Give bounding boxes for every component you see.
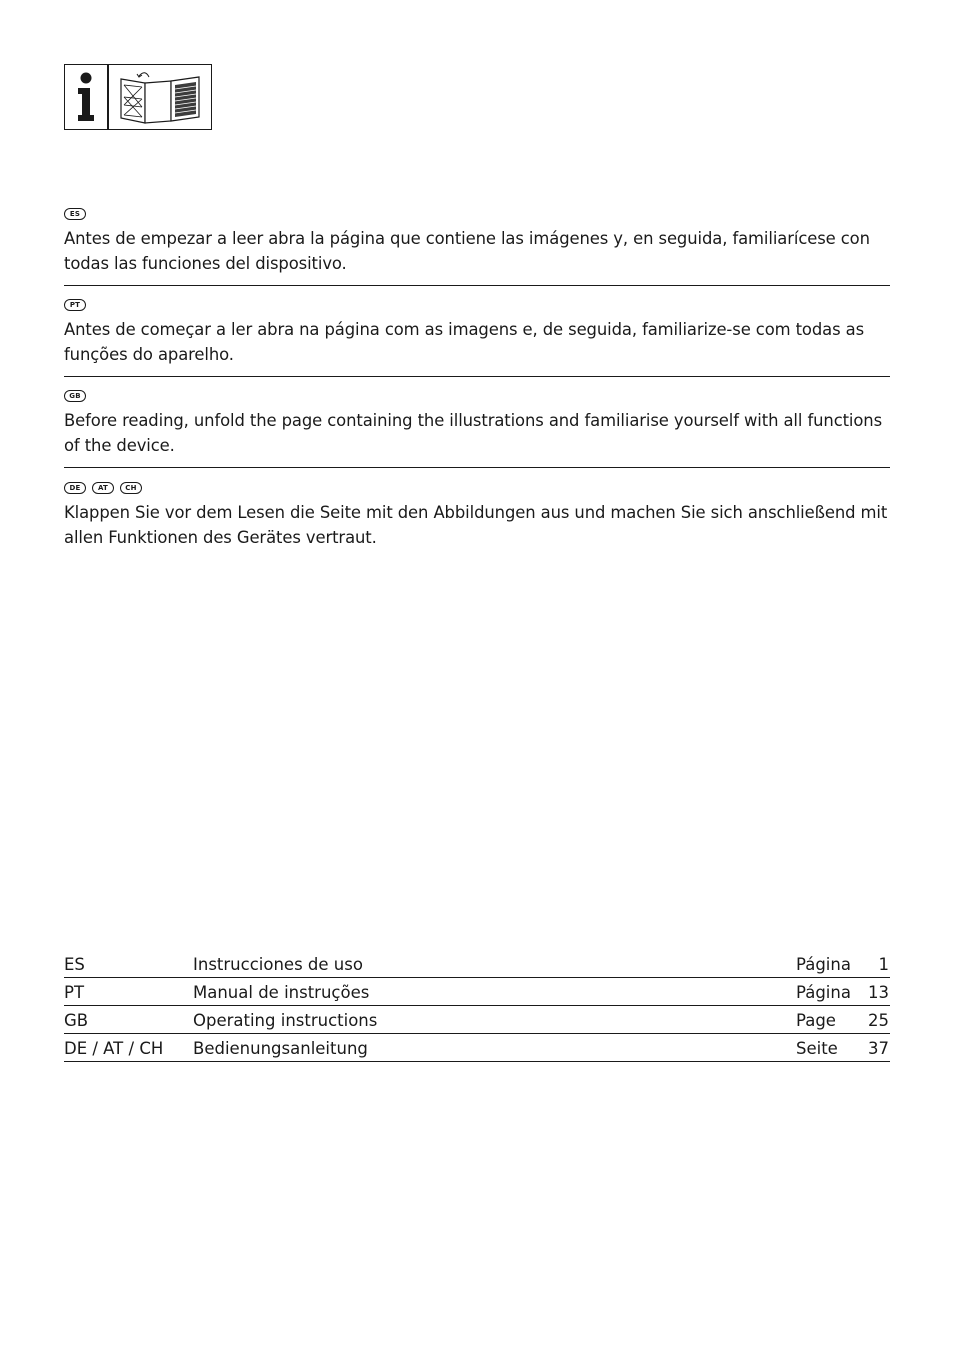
section-es xyxy=(64,206,890,276)
section-de-at-ch xyxy=(64,480,890,550)
toc-page-label: Seite xyxy=(796,1039,838,1058)
toc-row[interactable] xyxy=(64,950,890,978)
divider xyxy=(64,376,890,377)
section-pt xyxy=(64,297,890,367)
toc-row[interactable] xyxy=(64,1034,890,1062)
toc-page-number: 13 xyxy=(868,983,889,1002)
language-badge: CH xyxy=(120,482,142,494)
language-badges xyxy=(64,297,890,313)
section-gb xyxy=(64,388,890,458)
toc-title: Manual de instruções xyxy=(193,983,370,1002)
toc-page-label: Page xyxy=(796,1011,836,1030)
section-text: Klappen Sie vor dem Lesen die Seite mit den Abbildungen aus und machen Sie sich anschließend mit allen Funktionen des Gerätes vertraut. xyxy=(64,503,888,547)
language-badge: ES xyxy=(64,208,86,220)
toc-page-number: 1 xyxy=(878,955,889,974)
divider xyxy=(64,285,890,286)
language-badges xyxy=(64,206,890,222)
section-text: Antes de empezar a leer abra la página que contiene las imágenes y, en seguida, familiarícese con todas las funciones del dispositivo. xyxy=(64,229,870,273)
unfold-manual-icon xyxy=(108,64,212,130)
section-text: Before reading, unfold the page containing the illustrations and familiarise yourself with all functions of the device. xyxy=(64,411,883,455)
toc-language-code: DE / AT / CH xyxy=(64,1039,164,1058)
toc-language-code: ES xyxy=(64,955,85,974)
toc-title: Instrucciones de uso xyxy=(193,955,363,974)
toc-title: Operating instructions xyxy=(193,1011,378,1030)
language-badge: GB xyxy=(64,390,86,402)
toc-row[interactable] xyxy=(64,978,890,1006)
info-icon xyxy=(64,64,108,130)
table-of-contents xyxy=(64,950,890,1062)
toc-page-label: Página xyxy=(796,955,851,974)
toc-page-number: 25 xyxy=(868,1011,889,1030)
language-badge: PT xyxy=(64,299,86,311)
toc-page-label: Página xyxy=(796,983,851,1002)
toc-row[interactable] xyxy=(64,1006,890,1034)
divider xyxy=(64,467,890,468)
toc-language-code: PT xyxy=(64,983,85,1002)
toc-language-code: GB xyxy=(64,1011,89,1030)
language-badge: DE xyxy=(64,482,86,494)
language-badges xyxy=(64,480,890,496)
language-badge: AT xyxy=(92,482,114,494)
section-text: Antes de começar a ler abra na página com as imagens e, de seguida, familiarize-se com todas as funções do aparelho. xyxy=(64,320,865,364)
toc-page-number: 37 xyxy=(868,1039,889,1058)
language-badges xyxy=(64,388,890,404)
toc-title: Bedienungsanleitung xyxy=(193,1039,368,1058)
